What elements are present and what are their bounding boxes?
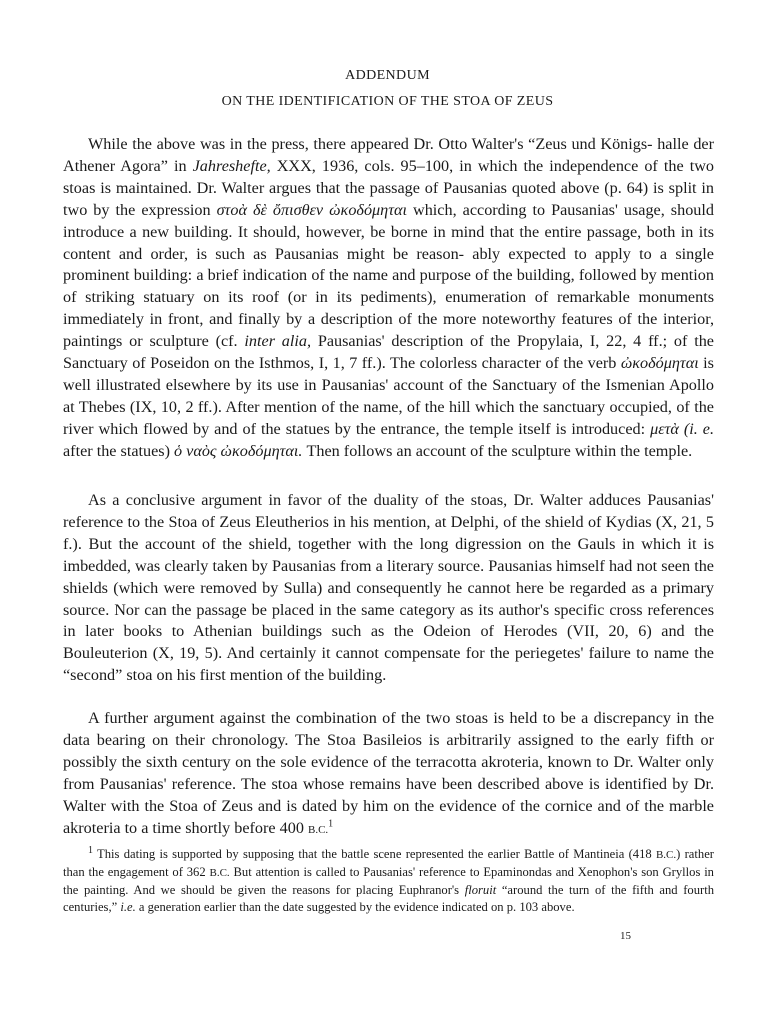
journal-title: Jahreshefte, [192, 156, 271, 175]
text-run: a generation earlier than the date suggested by the evidence indicated on p. 103 above. [135, 900, 575, 914]
latin-term: floruit [464, 883, 497, 897]
paragraph-2-text: As a conclusive argument in favor of the duality of the stoas, Dr. Walter adduces Pausanias' reference to the Stoa of Zeus Eleutherios in his mention, at Delphi, of the shield of Kydias (X, 21, 5 f.). But the account of the shield, together with the long digression on the Gauls in which it is imbedded, was clearly taken by Pausanias from a literary source. Pausanias himself had not seen the shields (which were removed by Sulla) and consequently he cannot here be regarded as a primary source. Nor can the passage be placed in the same category as its author's specific cross references in later books to Athenian buildings such as the Odeion of Herodes (VII, 20, 6) and the Bouleuterion (X, 19, 5). And certainly it cannot compensate for the periegetes' failure to name the “second” stoa on his first mention of the building. [63, 491, 714, 685]
era-abbrev: B.C. [655, 849, 677, 861]
paragraph-2 [63, 490, 714, 687]
greek-phrase: ὠκοδόμηται [620, 354, 699, 373]
text-run: XXX, 1936, cols. 95–100, in which the independence of the two stoas is maintained. Dr. Walter argues that the passage of Pausanias quoted above (p. 64) is split in two by the expression [63, 156, 714, 219]
era-abbrev: B.C. [307, 823, 329, 836]
addendum-subheading: ON THE IDENTIFICATION OF THE STOA OF ZEUS [221, 94, 554, 109]
greek-phrase: μετὰ [650, 419, 679, 438]
text-run: While the above was in the press, there appeared Dr. Otto Walter's “Zeus und Königs- halle der Athener Agora” in [63, 135, 714, 175]
text-run: after the statues) [63, 441, 175, 460]
latin-abbrev: (i. e. [683, 419, 715, 438]
text-run: ) rather than the engagement of 362 [63, 847, 714, 879]
latin-phrase: inter alia, [244, 332, 312, 351]
footnote-ref[interactable]: 1 [328, 818, 334, 830]
footnote-marker: 1 [88, 844, 93, 856]
era-abbrev: B.C. [209, 867, 230, 879]
paragraph-1 [63, 134, 714, 463]
paragraph-3 [63, 708, 714, 841]
text-run: “around the turn of the fifth and fourth centuries,” [63, 883, 714, 914]
text-run: This dating is supported by supposing that the battle scene represented the earlier Battle of Mantineia (418 [93, 847, 656, 861]
text-run: Then follows an account of the sculpture within the temple. [302, 441, 693, 460]
footnote [63, 846, 714, 916]
text-run: is well illustrated elsewhere by its use in Pausanias' account of the Sanctuary of the Ismenian Apollo at Thebes (IX, 10, 2 ff.). After mention of the name, of the hill which the sanctuary occupied, of the river which flowed by and of the statues by the entrance, the temple itself is introduced: [63, 354, 714, 438]
text-run: Pausanias' description of the Propylaia, I, 22, 4 ff.; of the Sanctuary of Poseidon on the Isthmos, I, 1, 7 ff.). The colorless character of the verb [63, 332, 714, 373]
text-run: which, according to Pausanias' usage, should introduce a new building. It should, however, be borne in mind that the entire passage, both in its content and order, is such as Pausanias might be reason- ably expected to apply to a single prominent building: a brief indication of the name and purpose of the building, followed by mention of striking statuary on its roof (or in its pediments), enumeration of remarkable monuments immediately in front, and finally by a description of the more noteworthy features of the interior, paintings or sculpture (cf. [63, 200, 714, 351]
page-number: 15 [620, 930, 631, 942]
greek-phrase: ὁ ναὸς ὠκοδόμηται. [174, 441, 303, 460]
text-run: A further argument against the combination of the two stoas is held to be a discrepancy in the data bearing on their chronology. The Stoa Basileios is arbitrarily assigned to the early fifth or possibly the sixth century on the sole evidence of the terracotta akroteria, known to Dr. Walter only from Pausanias' reference. The stoa whose remains have been described above is identified by Dr. Walter with the Stoa of Zeus and is dated by him on the evidence of the cornice and of the marble akroteria to a time shortly before 400 [63, 709, 714, 837]
addendum-heading: ADDENDUM [345, 68, 430, 83]
latin-abbrev: i.e. [120, 900, 136, 914]
greek-phrase: στοὰ δὲ ὄπισθεν ὠκοδόμηται [216, 200, 407, 219]
text-run: But attention is called to Pausanias' reference to Epaminondas and Xenophon's son Gryllos in the painting. And we should be given the reasons for placing Euphranor's [63, 865, 714, 897]
